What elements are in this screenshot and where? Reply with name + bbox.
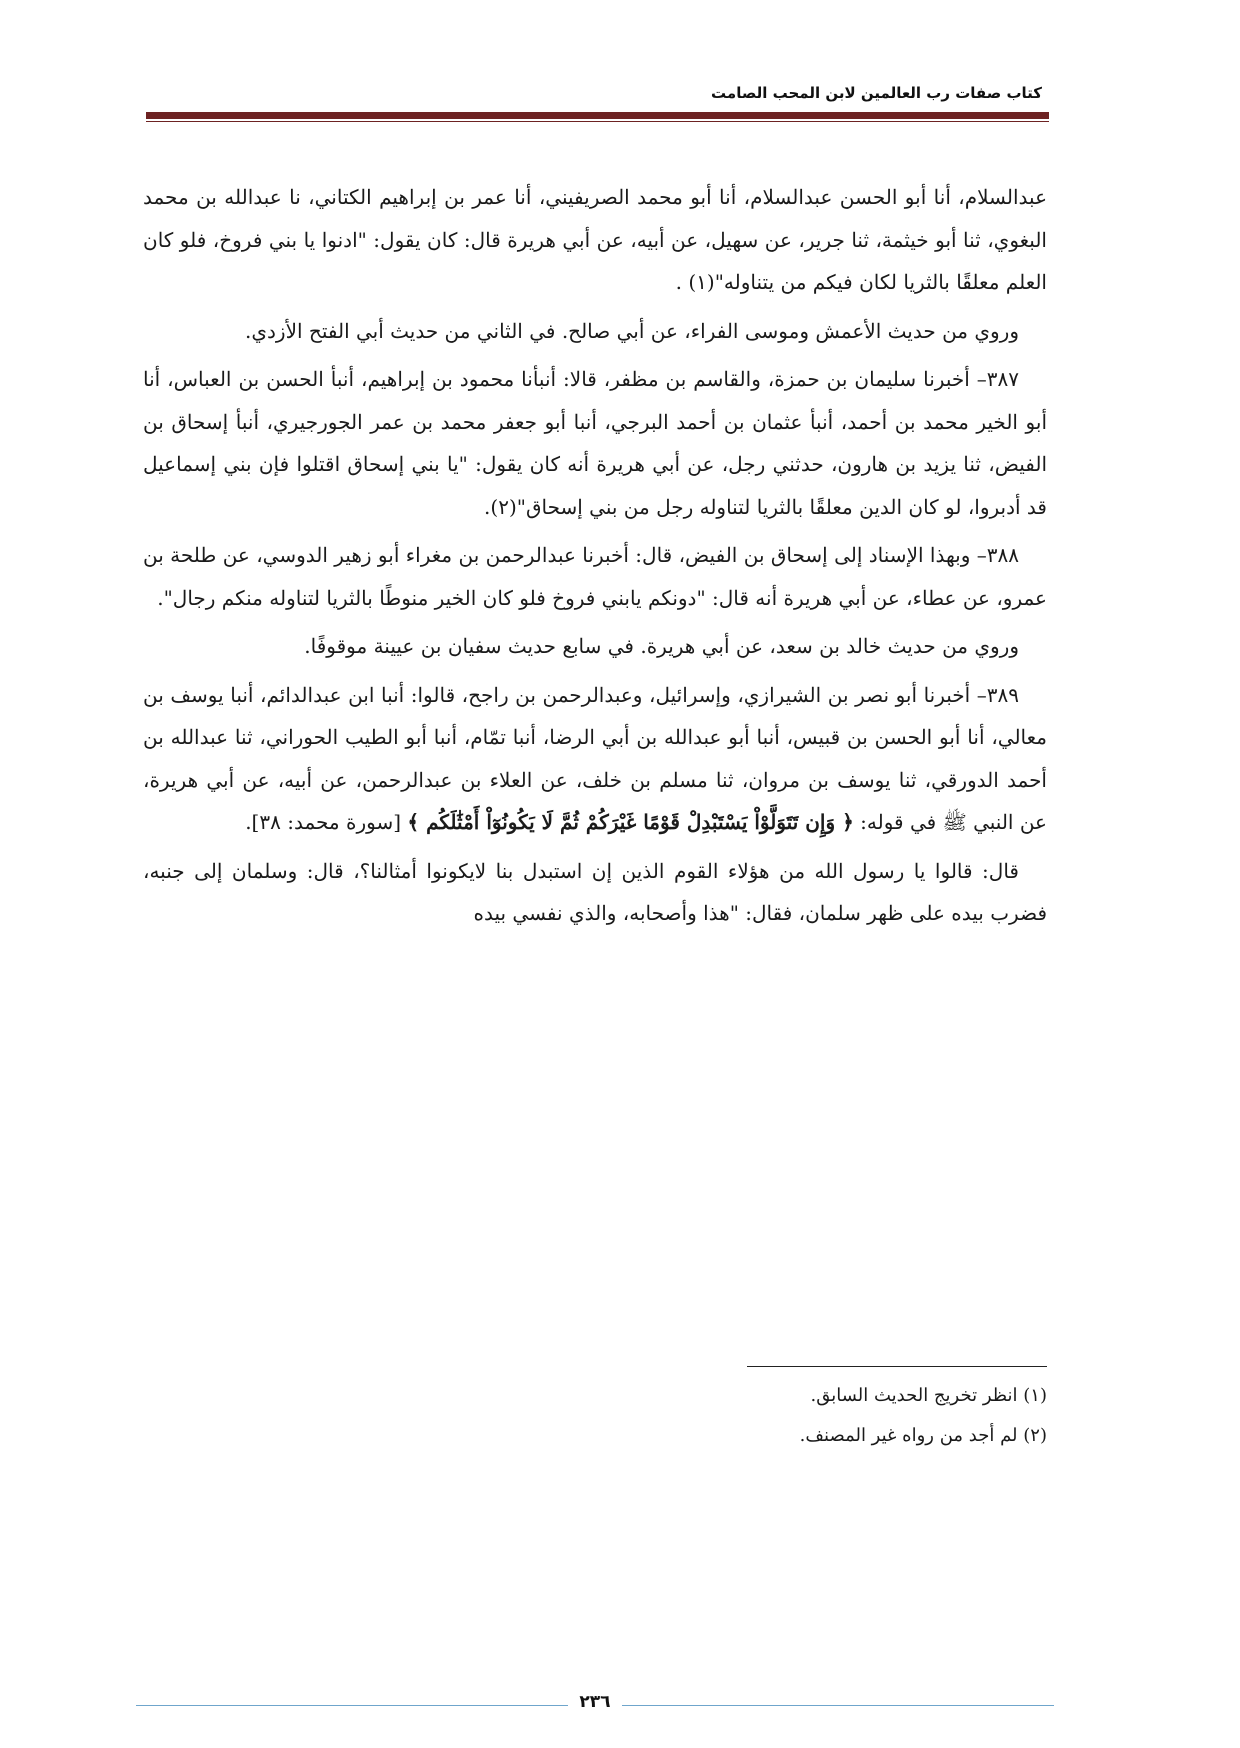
- hadith-389-text: ٣٨٩– أخبرنا أبو نصر بن الشيرازي، وإسرائيل، وعبدالرحمن بن راجح، قالوا: أنبا ابن عبدالدائم، أنبا يوسف بن معالي، أنا أبو الحسن بن قبيس، أنبا أبو عبدالله بن أبي الرضا، أنبا تمّام، أنبا أبو الطيب الحوراني، ثنا عبدالله بن أحمد الدورقي، ثنا يوسف بن مروان، ثنا مسلم بن خلف، عن العلاء بن عبدالرحمن، عن أبيه، عن أبي هريرة، عن النبي ﷺ في قوله:: [143, 682, 1047, 834]
- main-text: [143, 176, 1047, 941]
- footnote-2: (٢) لم أجد من رواه غير المصنف.: [799, 1425, 1047, 1446]
- paragraph: قال: قالوا يا رسول الله من هؤلاء القوم الذين إن استبدل بنا لايكونوا أمثالنا؟، قال: وسلمان إلى جنبه، فضرب بيده على ظهر سلمان، فقال: "هذا وأصحابه، والذي نفسي بيده: [143, 858, 1047, 925]
- footnotes: [143, 1376, 1047, 1456]
- footer-rule-left: [136, 1705, 568, 1706]
- footnote-separator: [747, 1366, 1047, 1367]
- paragraph: وروي من حديث خالد بن سعد، عن أبي هريرة. في سابع حديث سفيان بن عيينة موقوفًا.: [304, 634, 1019, 658]
- quran-verse: ﴿ وَإِن تَتَوَلَّوْاْ يَسْتَبْدِلْ قَوْمًا غَيْرَكُمْ ثُمَّ لَا يَكُونُوٓاْ أَمْثَٰلَكُم ﴾: [407, 810, 854, 834]
- paragraph-continuation: عبدالسلام، أنا أبو الحسن عبدالسلام، أنا أبو محمد الصريفيني، أنا عمر بن إبراهيم الكتاني، نا عبدالله بن محمد البغوي، ثنا أبو خيثمة، ثنا جرير، عن سهيل، عن أبيه، عن أبي هريرة قال: كان يقول: "ادنوا يا بني فروخ، فلو كان العلم معلقًا بالثريا لكان فيكم من يتناوله"(١) .: [143, 185, 1047, 294]
- page-number: ٢٣٦: [579, 1692, 611, 1712]
- footer-rule-right: [622, 1705, 1054, 1706]
- header-rule-thin: [146, 121, 1049, 122]
- hadith-387: ٣٨٧– أخبرنا سليمان بن حمزة، والقاسم بن مظفر، قالا: أنبأنا محمود بن إبراهيم، أنبأ الحسن بن العباس، أنا أبو الخير محمد بن أحمد، أنبأ عثمان بن أحمد البرجي، أنبا أبو جعفر محمد بن عمر الجورجيري، أنبأ إسحاق بن الفيض، ثنا يزيد بن هارون، حدثني رجل، عن أبي هريرة أنه كان يقول: "يا بني إسحاق اقتلوا فإن بني إسماعيل قد أدبروا، لو كان الدين معلقًا بالثريا لتناوله رجل من بني إسحاق"(٢).: [143, 367, 1047, 519]
- surah-reference: [سورة محمد: ٣٨].: [245, 810, 402, 834]
- footnote-1: (١) انظر تخريج الحديث السابق.: [810, 1385, 1047, 1406]
- book-title-header: كتاب صفات رب العالمين لابن المحب الصامت: [711, 84, 1042, 102]
- paragraph: وروي من حديث الأعمش وموسى الفراء، عن أبي صالح. في الثاني من حديث أبي الفتح الأزدي.: [245, 318, 1019, 343]
- hadith-388: ٣٨٨– وبهذا الإسناد إلى إسحاق بن الفيض، قال: أخبرنا عبدالرحمن بن مغراء أبو زهير الدوسي، عن طلحة بن عمرو، عن عطاء، عن أبي هريرة أنه قال: "دونكم يابني فروخ فلو كان الخير منوطًا بالثريا لتناوله منكم رجال".: [143, 543, 1047, 610]
- hadith-389: [143, 674, 1047, 844]
- header-rule: [146, 112, 1049, 119]
